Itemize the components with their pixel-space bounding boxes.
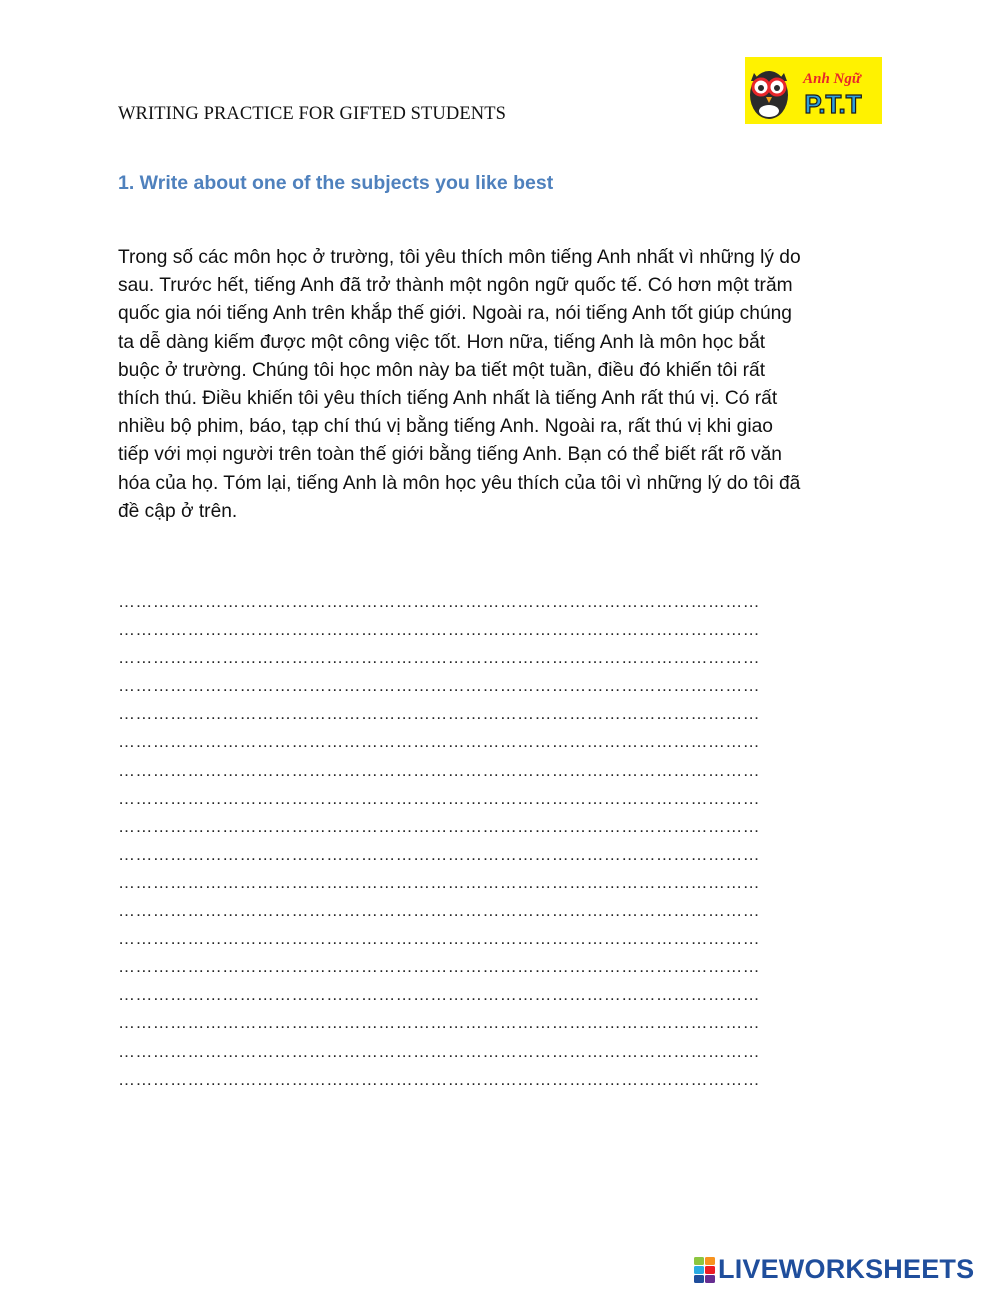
- logo-bottom-text: P.T.T: [804, 89, 862, 119]
- answer-line[interactable]: …………………………………………………………………………………………………: [118, 704, 760, 724]
- passage-line: tiếp với mọi người trên toàn thế giới bằng tiếng Anh. Bạn có thể biết rất rõ văn: [118, 444, 782, 466]
- liveworksheets-wordmark: LIVEWORKSHEETS: [718, 1254, 975, 1284]
- passage-line: ta dễ dàng kiếm được một công việc tốt. Hơn nữa, tiếng Anh là môn học bắt: [118, 331, 766, 353]
- passage-line: sau. Trước hết, tiếng Anh đã trở thành một ngôn ngữ quốc tế. Có hơn một trăm: [118, 275, 793, 297]
- answer-line[interactable]: …………………………………………………………………………………………………: [118, 1013, 760, 1033]
- passage-line: quốc gia nói tiếng Anh trên khắp thế giới. Ngoài ra, nói tiếng Anh tốt giúp chúng: [118, 303, 792, 325]
- answer-line[interactable]: …………………………………………………………………………………………………: [118, 788, 760, 808]
- liveworksheets-badge-icon: [694, 1257, 716, 1283]
- sample-passage: [118, 244, 888, 526]
- answer-line[interactable]: …………………………………………………………………………………………………: [118, 957, 760, 977]
- passage-line: thích thú. Điều khiến tôi yêu thích tiếng Anh nhất là tiếng Anh rất thú vị. Có rất: [118, 388, 778, 410]
- liveworksheets-brand: [694, 1254, 974, 1285]
- answer-line[interactable]: …………………………………………………………………………………………………: [118, 648, 760, 668]
- passage-line: hóa của họ. Tóm lại, tiếng Anh là môn học yêu thích của tôi vì những lý do tôi đã: [118, 472, 801, 494]
- passage-line: Trong số các môn học ở trường, tôi yêu thích môn tiếng Anh nhất vì những lý do: [118, 247, 801, 268]
- passage-line: buộc ở trường. Chúng tôi học môn này ba tiết một tuần, điều đó khiến tôi rất: [118, 359, 766, 381]
- answer-line[interactable]: …………………………………………………………………………………………………: [118, 872, 760, 892]
- answer-line[interactable]: …………………………………………………………………………………………………: [118, 816, 760, 836]
- answer-line[interactable]: …………………………………………………………………………………………………: [118, 592, 760, 611]
- answer-line[interactable]: …………………………………………………………………………………………………: [118, 901, 760, 921]
- answer-line[interactable]: …………………………………………………………………………………………………: [118, 1041, 760, 1061]
- passage-line: đề cập ở trên.: [118, 500, 238, 522]
- answer-line[interactable]: …………………………………………………………………………………………………: [118, 620, 760, 640]
- answer-area[interactable]: [118, 588, 884, 1094]
- answer-line[interactable]: …………………………………………………………………………………………………: [118, 676, 760, 696]
- answer-line[interactable]: …………………………………………………………………………………………………: [118, 1069, 760, 1089]
- answer-line[interactable]: …………………………………………………………………………………………………: [118, 732, 760, 752]
- owl-with-glasses-icon: [745, 57, 882, 124]
- answer-line[interactable]: …………………………………………………………………………………………………: [118, 844, 760, 864]
- ptt-logo: [745, 57, 882, 124]
- worksheet-title: WRITING PRACTICE FOR GIFTED STUDENTS: [118, 104, 506, 124]
- answer-line[interactable]: …………………………………………………………………………………………………: [118, 985, 760, 1005]
- logo-top-text: Anh Ngữ: [803, 71, 861, 87]
- passage-line: nhiều bộ phim, báo, tạp chí thú vị bằng tiếng Anh. Ngoài ra, rất thú vị khi giao: [118, 416, 773, 438]
- answer-line[interactable]: …………………………………………………………………………………………………: [118, 760, 760, 780]
- answer-line[interactable]: …………………………………………………………………………………………………: [118, 929, 760, 949]
- question-heading: 1. Write about one of the subjects you like best: [118, 172, 554, 194]
